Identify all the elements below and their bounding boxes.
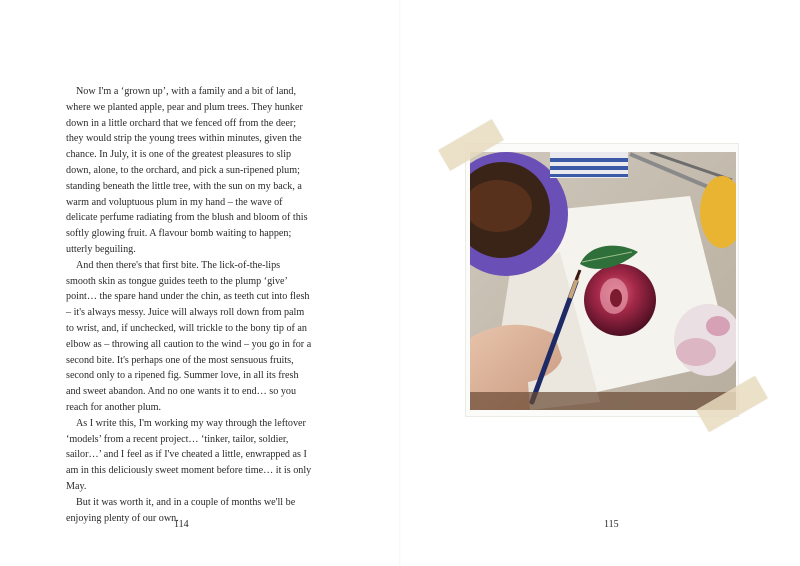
paragraph: Now I'm a ‘grown up’, with a family and a bit of land, where we planted apple, pear and plum trees. They hunker down in a little orchard that we fenced off from the deer; they would strip the young trees within minutes, given the chance. In July, it is one of the greatest pleasures to slip down, alone, to the orchard, and pick a sun-ripened plum; standing beneath the little tree, with the sun on my back, a warm and voluptuous plum in my hand – the wave of delicate perfume radiating from the blush and bloom of this softly glowing fruit. A flavour bomb waiting to happen; utterly beguiling. [66,86,308,255]
table-edge [470,392,736,410]
plum-painting-photo [470,152,736,410]
page-number-right: 115 [604,519,619,530]
paragraph: As I write this, I'm working my way through the leftover ‘models’ from a recent project… ‘tinker, tailor, soldier, sailor…’ and I feel as if I've cheated a little, enwrapped as I am in this deliciously sweet moment before time… it is only May. [66,417,312,492]
photo-illustration [470,152,736,410]
paragraph: But it was worth it, and in a couple of months we'll be enjoying plenty of our own. [66,496,296,524]
photo-frame [466,144,738,416]
paragraph: And then there's that first bite. The lick-of-the-lips smooth skin as tongue guides teeth to the plump ‘give’ point… the spare hand under the chin, as teeth cut into flesh – it's always messy. Juice will always roll down from palm to wrist, and, if unchecked, will trickle to the bony tip of an elbow as – throwing all caution to the wind – you go in for a second bite. It's perhaps one of the most sensuous fruits, second only to a ripened fig. Summer love, in all its fresh and sweet abandon. And no one wants it to end… so you reach for another plum. [66,259,312,413]
page-number-left: 114 [174,519,189,530]
right-page [400,0,800,566]
photo-card [462,141,746,424]
body-text [66,84,312,526]
